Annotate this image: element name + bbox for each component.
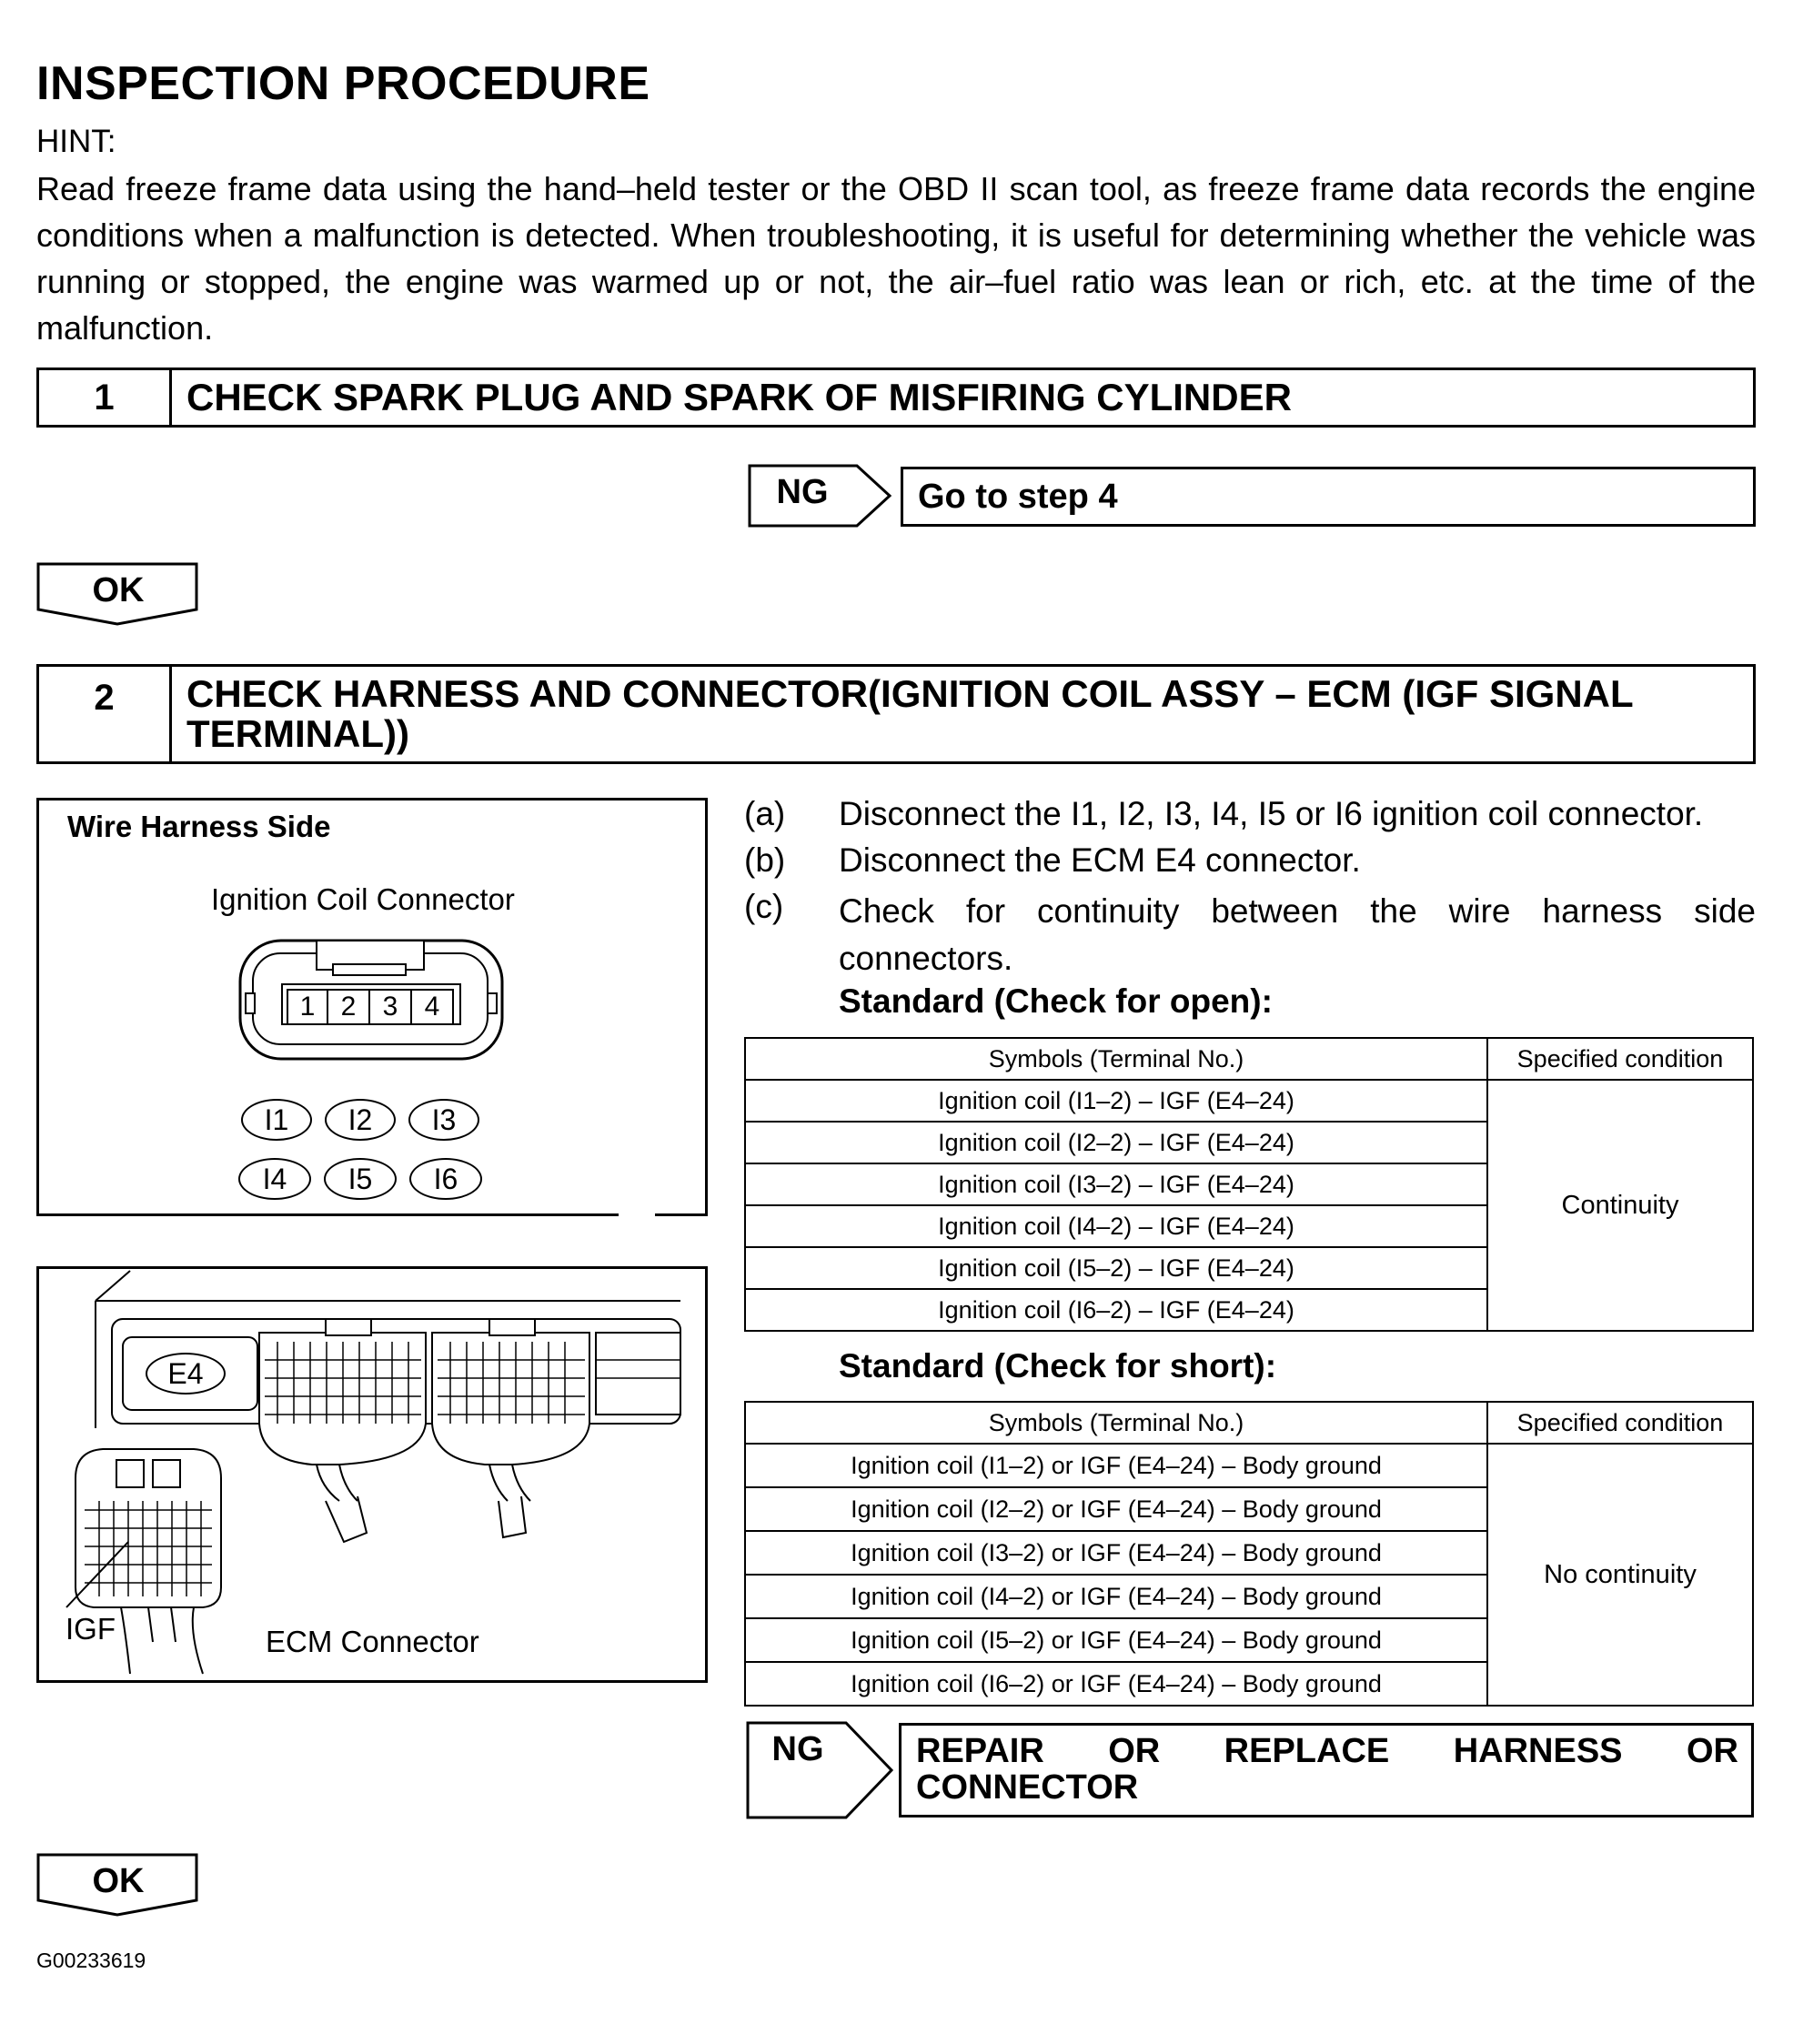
table-header-row bbox=[745, 1402, 1753, 1444]
table-cell: Ignition coil (I3–2) or IGF (E4–24) – Body ground bbox=[745, 1531, 1487, 1575]
ng-result-word: OR bbox=[1108, 1732, 1161, 1770]
ok-label-step1: OK bbox=[92, 571, 145, 609]
ng-result-word: REPAIR bbox=[916, 1732, 1044, 1770]
table-cell: Ignition coil (I4–2) – IGF (E4–24) bbox=[745, 1205, 1487, 1247]
instruction-b-letter: (b) bbox=[744, 841, 786, 879]
step-2-box bbox=[36, 664, 1756, 764]
coil-tag-i6: I6 bbox=[409, 1158, 482, 1200]
table-cell: Ignition coil (I4–2) or IGF (E4–24) – Body ground bbox=[745, 1575, 1487, 1618]
instruction-c-letter: (c) bbox=[744, 888, 784, 925]
step-2-title: CHECK HARNESS AND CONNECTOR(IGNITION COIL ASSY – ECM (IGF SIGNAL TERMINAL)) bbox=[186, 672, 1633, 755]
hint-text: Read freeze frame data using the hand–held tester or the OBD II scan tool, as freeze frame data records the engine conditions when a malfunction is detected. When troubleshooting, it is useful for determining whether the vehicle was running or stopped, the engine was warmed up or not, the air–fuel ratio was lean or rich, etc. at the time of the malfunction. bbox=[36, 170, 1756, 347]
figure1-heading: Wire Harness Side bbox=[67, 810, 331, 843]
step-1-ng-result: Go to step 4 bbox=[901, 467, 1756, 527]
ng-label-step2: NG bbox=[771, 1730, 824, 1768]
table-header-symbols: Symbols (Terminal No.) bbox=[745, 1038, 1487, 1080]
ng-label-step1: NG bbox=[776, 473, 829, 511]
igf-pin-label: IGF bbox=[65, 1612, 116, 1646]
standard-short-heading: Standard (Check for short): bbox=[839, 1347, 1277, 1384]
hint-label: HINT: bbox=[36, 124, 116, 159]
step-1-number: 1 bbox=[39, 370, 172, 425]
table-header-condition: Specified condition bbox=[1487, 1038, 1753, 1080]
instruction-c-text: Check for continuity between the wire harness side connectors. bbox=[839, 892, 1756, 977]
ng-result-line1 bbox=[916, 1733, 1738, 1769]
coil-pin-2: 2 bbox=[328, 989, 370, 1025]
instruction-a-text: Disconnect the I1, I2, I3, I4, I5 or I6 ignition coil connector. bbox=[839, 795, 1704, 832]
ng-result-word: OR bbox=[1686, 1732, 1738, 1770]
short-condition-cell: No continuity bbox=[1487, 1444, 1753, 1706]
table-cell: Ignition coil (I6–2) or IGF (E4–24) – Body ground bbox=[745, 1662, 1487, 1706]
table-row bbox=[745, 1444, 1753, 1487]
step-2-number: 2 bbox=[39, 667, 172, 761]
figure-gap bbox=[619, 1210, 655, 1221]
coil-pin-row bbox=[287, 989, 454, 1025]
table-cell: Ignition coil (I1–2) – IGF (E4–24) bbox=[745, 1080, 1487, 1122]
ecm-connector-caption: ECM Connector bbox=[266, 1625, 479, 1658]
coil-tag-i5: I5 bbox=[324, 1158, 397, 1200]
coil-tags-row2 bbox=[238, 1158, 482, 1200]
document-id: G00233619 bbox=[36, 1948, 146, 1972]
short-check-table bbox=[744, 1401, 1754, 1707]
table-cell: Ignition coil (I5–2) or IGF (E4–24) – Body ground bbox=[745, 1618, 1487, 1662]
table-cell: Ignition coil (I3–2) – IGF (E4–24) bbox=[745, 1163, 1487, 1205]
step-1-title: CHECK SPARK PLUG AND SPARK OF MISFIRING CYLINDER bbox=[186, 376, 1292, 418]
coil-pin-3: 3 bbox=[370, 989, 412, 1025]
open-condition-cell: Continuity bbox=[1487, 1080, 1753, 1331]
ng-result-line2: CONNECTOR bbox=[916, 1768, 1139, 1807]
table-cell: Ignition coil (I6–2) – IGF (E4–24) bbox=[745, 1289, 1487, 1331]
ng-result-word: HARNESS bbox=[1453, 1732, 1623, 1770]
instruction-b-text: Disconnect the ECM E4 connector. bbox=[839, 841, 1361, 879]
coil-pin-4: 4 bbox=[412, 989, 454, 1025]
coil-tag-i4: I4 bbox=[238, 1158, 311, 1200]
open-check-table bbox=[744, 1037, 1754, 1332]
ecm-connector-drawing bbox=[39, 1269, 705, 1680]
e4-connector-tag: E4 bbox=[146, 1353, 226, 1395]
table-row bbox=[745, 1080, 1753, 1122]
step-1-box bbox=[36, 368, 1756, 428]
ng-result-word: REPLACE bbox=[1224, 1732, 1390, 1770]
instruction-a-letter: (a) bbox=[744, 795, 786, 832]
figure1-caption: Ignition Coil Connector bbox=[211, 882, 515, 916]
table-header-row bbox=[745, 1038, 1753, 1080]
page-title: INSPECTION PROCEDURE bbox=[36, 57, 650, 110]
coil-tag-i2: I2 bbox=[325, 1099, 396, 1141]
coil-tag-i1: I1 bbox=[241, 1099, 312, 1141]
coil-tag-i3: I3 bbox=[408, 1099, 479, 1141]
standard-open-heading: Standard (Check for open): bbox=[839, 982, 1273, 1020]
coil-tags-row1 bbox=[241, 1099, 479, 1141]
step-2-ng-result bbox=[899, 1723, 1754, 1817]
coil-pin-1: 1 bbox=[287, 989, 328, 1025]
table-cell: Ignition coil (I5–2) – IGF (E4–24) bbox=[745, 1247, 1487, 1289]
table-cell: Ignition coil (I1–2) or IGF (E4–24) – Body ground bbox=[745, 1444, 1487, 1487]
table-cell: Ignition coil (I2–2) – IGF (E4–24) bbox=[745, 1122, 1487, 1163]
ok-label-step2: OK bbox=[92, 1862, 145, 1900]
table-cell: Ignition coil (I2–2) or IGF (E4–24) – Body ground bbox=[745, 1487, 1487, 1531]
table-header-condition: Specified condition bbox=[1487, 1402, 1753, 1444]
table-header-symbols: Symbols (Terminal No.) bbox=[745, 1402, 1487, 1444]
